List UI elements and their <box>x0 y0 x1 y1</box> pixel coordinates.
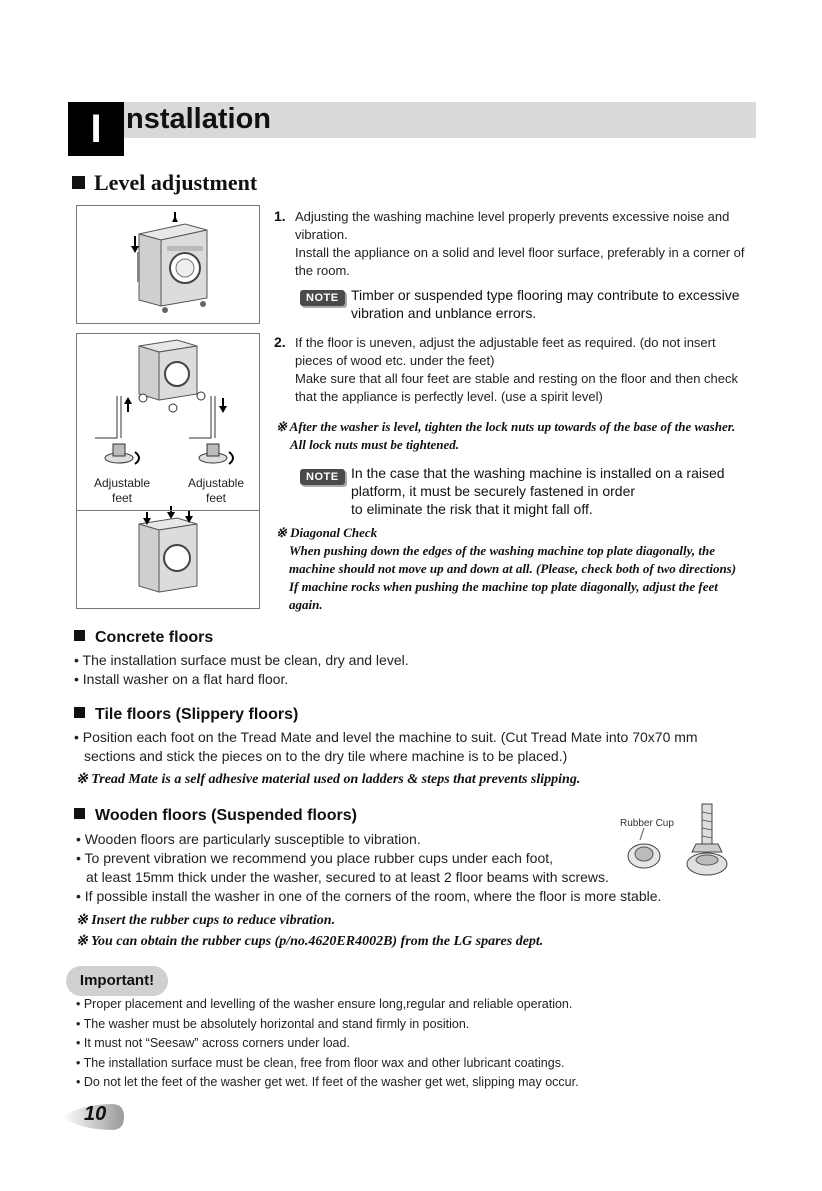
diagonal-check: ※ Diagonal Check When pushing down the edges of the washing machine top plate diagonally, the machine should not move up and down at all. (Please, check both of two directions) If machine rocks when pushing the machine top plate diagonally, adjust the feet again. <box>276 525 737 612</box>
adjustable-feet-label-right: Adjustable feet <box>187 476 245 505</box>
adjustable-feet-figure <box>76 333 260 609</box>
wooden-floors-notes: ※ Insert the rubber cups to reduce vibration. ※ You can obtain the rubber cups (p/no.4620ER4002B) from the LG spares dept. <box>76 913 544 949</box>
tread-mate-note: ※ Tread Mate is a self adhesive material used on ladders & steps that prevents slipping. <box>76 772 581 787</box>
bullet-square-icon <box>74 808 85 819</box>
lock-nuts-note: ※ After the washer is level, tighten the lock nuts up towards of the base of the washer. All lock nuts must be tightened. <box>276 419 736 452</box>
bullet-square-icon <box>74 707 85 718</box>
washer-level-illustration <box>77 206 259 323</box>
concrete-floors-title: Concrete floors <box>74 628 213 648</box>
page-title: nstallation <box>126 103 272 135</box>
important-item: • The washer must be absolutely horizontal and stand firmly in position. <box>76 1016 470 1031</box>
note-badge-1: NOTE <box>300 288 345 306</box>
wooden-floors-title: Wooden floors (Suspended floors) <box>74 806 357 826</box>
important-item: • Do not let the feet of the washer get wet. If feet of the washer get wet, slipping may occur. <box>76 1075 579 1090</box>
concrete-floors-text: • The installation surface must be clean, dry and level. • Install washer on a flat hard floor. <box>74 652 409 687</box>
step-1-text: Adjusting the washing machine level properly prevents excessive noise and vibration. Install the appliance on a solid and level floor surface, preferably in a corner of the room. <box>295 209 745 278</box>
wooden-floors-text: • Wooden floors are particularly susceptible to vibration. • To prevent vibration we recommend you place rubber cups under each foot, at least 15mm thick under the washer, secured to at least 2 floor beams with screws. • If possible install the washer in one of the corners of the room, where the floor is more stable. <box>76 831 662 904</box>
adjustable-feet-label-left: Adjustable feet <box>93 476 151 505</box>
page-number: 10 <box>84 1103 107 1125</box>
level-adjustment-title: Level adjustment <box>72 170 257 196</box>
important-list <box>76 995 776 1093</box>
bullet-square-icon <box>74 630 85 641</box>
step-2-number: 2. <box>274 334 286 350</box>
bullet-square-icon <box>72 176 85 189</box>
important-item: • Proper placement and levelling of the washer ensure long,regular and reliable operation. <box>76 997 573 1011</box>
header-initial-letter: I <box>90 107 102 151</box>
washer-level-figure <box>76 205 260 324</box>
tile-floors-text: • Position each foot on the Tread Mate and level the machine to suit. (Cut Tread Mate into 70x70 mm sections and stick the pieces on to the dry tile where machine is to be placed.) <box>74 729 698 764</box>
note-2-text: In the case that the washing machine is installed on a raised platform, it must be securely fastened in order to eliminate the risk that it might fall off. <box>351 465 725 517</box>
tile-floors-title: Tile floors (Slippery floors) <box>74 705 298 725</box>
note-badge-2: NOTE <box>300 467 345 485</box>
important-item: • The installation surface must be clean, free from floor wax and other lubricant coatings. <box>76 1055 565 1070</box>
note-1-text: Timber or suspended type flooring may contribute to excessive vibration and unblance errors. <box>351 287 740 321</box>
step-2-text: If the floor is uneven, adjust the adjustable feet as required. (do not insert pieces of wood etc. under the feet) Make sure that all four feet are stable and resting on the floor and then check that the appliance is perfectly level. (use a spirit level) <box>295 335 738 404</box>
rubber-cup-label: Rubber Cup <box>620 818 674 829</box>
important-badge: Important! <box>66 966 168 996</box>
adjustable-feet-illustration <box>77 334 259 608</box>
important-item: • It must not “Seesaw” across corners under load. <box>76 1036 350 1051</box>
figure-divider <box>77 510 259 511</box>
step-1-number: 1. <box>274 208 286 224</box>
